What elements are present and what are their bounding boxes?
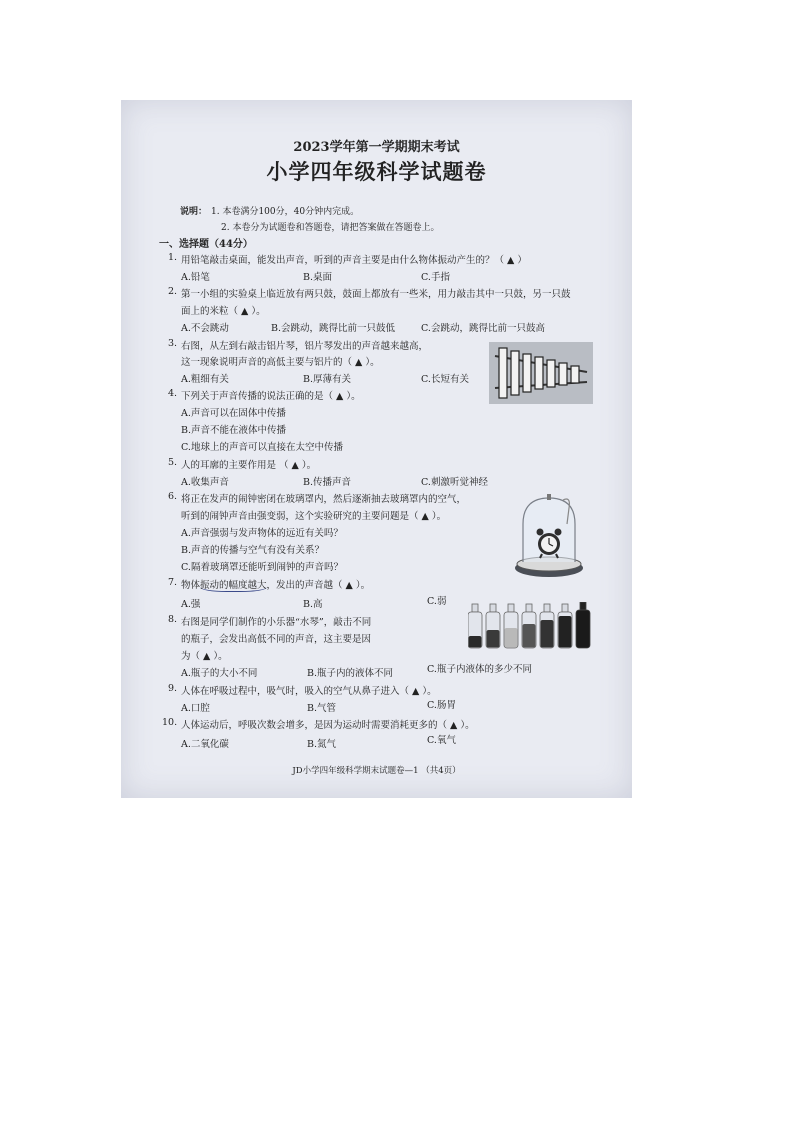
question-text: 第一小组的实验桌上临近放有两只鼓，鼓面上都放有一些米，用力敲击其中一只鼓，另一只鼓 (181, 289, 571, 300)
option-a: A.瓶子的大小不同 (181, 668, 258, 679)
option-b: B.桌面 (303, 272, 333, 283)
question-text-part: ，发出的声音越（ ▲ ）。 (266, 580, 371, 591)
bottle (504, 604, 518, 648)
bottle (468, 604, 482, 648)
xylophone-bar (547, 360, 555, 387)
option-a: A.铅笔 (181, 272, 210, 283)
question-text: 用铅笔敲击桌面，能发出声音，听到的声音主要是由什么物体振动产生的？（ ▲ ） (181, 255, 527, 266)
option-c: C.隔着玻璃罩还能听到闹钟的声音吗？ (181, 562, 343, 573)
question-text: 右图是同学们制作的小乐器“水琴”，敲击不同 (181, 617, 372, 628)
option-b: B.气管 (307, 703, 337, 714)
option-a: A.收集声音 (181, 477, 229, 488)
question-number: 2. (168, 286, 178, 297)
exam-paper (121, 100, 632, 798)
question-text: 听到的闹钟声音由强变弱，这个实验研究的主要问题是（ ▲ ）。 (181, 511, 447, 522)
page-footer: JD小学四年级科学期末试题卷—1 （共4页） (292, 766, 461, 776)
option-b: B.厚薄有关 (303, 374, 352, 385)
option-b: B.瓶子内的液体不同 (307, 668, 394, 679)
option-c: C.弱 (427, 596, 447, 607)
option-b: B.传播声音 (303, 477, 352, 488)
option-c: C.长短有关 (421, 374, 469, 385)
xylophone-bar (535, 357, 543, 389)
question-text (181, 577, 370, 591)
option-a: A.粗细有关 (181, 374, 229, 385)
option-b: B.声音的传播与空气有没有关系？ (181, 545, 325, 556)
section-title: 一、选择题（44分） (159, 239, 253, 250)
question-number: 6. (168, 491, 178, 502)
note-2: 2. 本卷分为试题卷和答题卷，请把答案做在答题卷上。 (221, 223, 440, 233)
xylophone-bar (511, 351, 519, 395)
question-number: 9. (168, 683, 178, 694)
bottle (576, 602, 590, 648)
xylophone-bar (499, 348, 507, 398)
notes-label: 说明： (180, 207, 208, 217)
question-text: 人的耳廓的主要作用是 （ ▲ ）。 (181, 460, 317, 471)
xylophone-bar (571, 366, 579, 383)
option-b: B.高 (303, 599, 323, 610)
option-a: A.不会跳动 (181, 323, 229, 334)
option-c: C.肠胃 (427, 700, 456, 711)
handwritten-underline: 振动的幅度越大 (200, 580, 267, 591)
question-number: 5. (168, 457, 178, 468)
question-number: 10. (162, 717, 178, 728)
question-text: 下列关于声音传播的说法正确的是（ ▲ ）。 (181, 391, 361, 402)
option-c: C.刺激听觉神经 (421, 477, 488, 488)
xylophone-bar (559, 363, 567, 385)
question-text: 面上的米粒（ ▲ ）。 (181, 306, 266, 317)
question-number: 3. (168, 338, 178, 349)
option-a: A.强 (181, 599, 201, 610)
question-text: 这一现象说明声音的高低主要与铝片的（ ▲ ）。 (181, 357, 380, 368)
bottle (522, 604, 536, 648)
question-number: 8. (168, 614, 178, 625)
option-a: A.口腔 (181, 703, 210, 714)
question-text: 为（ ▲ ）。 (181, 651, 228, 662)
option-c: C.地球上的声音可以直接在太空中传播 (181, 442, 343, 453)
option-b: B.会跳动，跳得比前一只鼓低 (271, 323, 396, 334)
option-a: A.声音可以在固体中传播 (181, 408, 286, 419)
question-number: 7. (168, 577, 178, 588)
option-c: C.氧气 (427, 735, 456, 746)
option-b: B.声音不能在液体中传播 (181, 425, 287, 436)
xylophone-bar (523, 354, 531, 392)
question-text: 人体在呼吸过程中，吸气时，吸入的空气从鼻子进入（ ▲ ）。 (181, 686, 437, 697)
option-a: A.二氧化碳 (181, 739, 229, 750)
option-b: B.氮气 (307, 739, 337, 750)
bell-jar-alarm-clock-illustration (513, 494, 585, 580)
question-text: 人体运动后，呼吸次数会增多，是因为运动时需要消耗更多的（ ▲ ）。 (181, 720, 475, 731)
option-c: C.瓶子内液体的多少不同 (427, 664, 532, 675)
option-c: C.手指 (421, 272, 450, 283)
question-text: 的瓶子，会发出高低不同的声音，这主要是因 (181, 634, 372, 645)
option-a: A.声音强弱与发声物体的远近有关吗？ (181, 528, 343, 539)
bottle (558, 604, 572, 648)
question-number: 1. (168, 252, 178, 263)
bottle (540, 604, 554, 648)
note-1: 1. 本卷满分100分，40分钟内完成。 (211, 207, 360, 217)
water-bottles-illustration (468, 602, 596, 650)
bottle (486, 604, 500, 648)
option-c: C.会跳动，跳得比前一只鼓高 (421, 323, 545, 334)
question-text-part: 物体 (181, 580, 201, 591)
question-text: 将正在发声的闹钟密闭在玻璃罩内，然后逐渐抽去玻璃罩内的空气， (181, 494, 467, 505)
xylophone-illustration (489, 342, 593, 404)
exam-subtitle: 2023学年第一学期期末考试 (293, 140, 460, 155)
question-number: 4. (168, 388, 178, 399)
question-text: 右图，从左到右敲击铝片琴，铝片琴发出的声音越来越高， (181, 341, 429, 352)
exam-title: 小学四年级科学试题卷 (266, 159, 487, 184)
